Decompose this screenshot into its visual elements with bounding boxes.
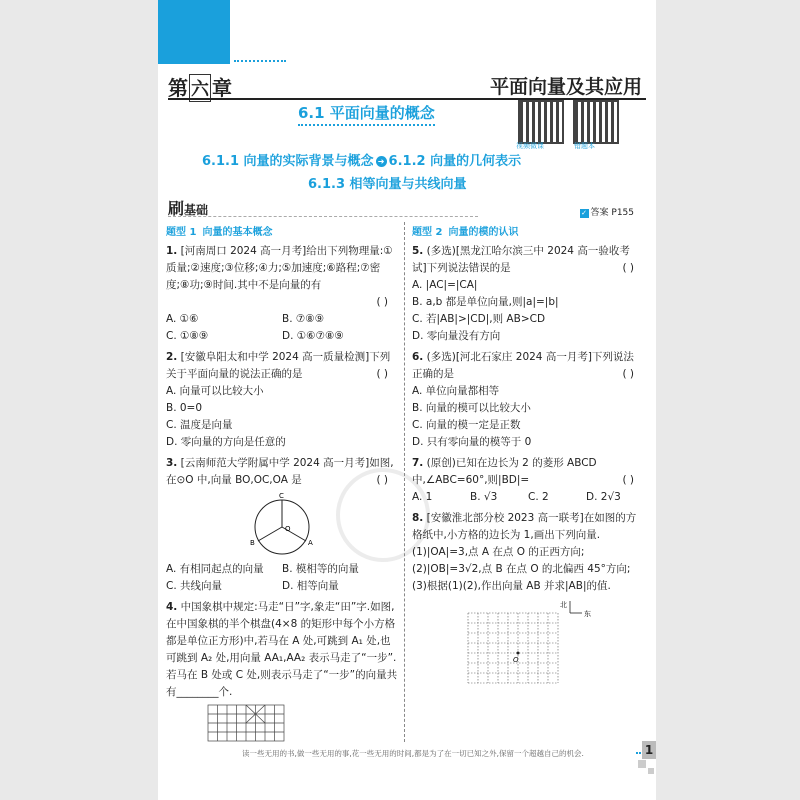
label-o: O [285, 525, 291, 533]
subquestion-2: (2)|OB|=3√2,点 B 在点 O 的北偏西 45°方向; [412, 563, 631, 575]
document-page [158, 0, 656, 800]
question-5 [412, 243, 644, 345]
check-icon: ✓ [581, 209, 587, 217]
option-b: B. 0=0 [166, 402, 203, 414]
question-text: (多选)[黑龙江哈尔滨三中 2024 高一验收考试]下列说法错误的是 [412, 245, 630, 274]
topic-number: 题型 1 [166, 227, 197, 238]
label-o: O [513, 656, 519, 664]
header-dotted-line [234, 60, 286, 62]
option-b: B. √3 [470, 491, 498, 503]
question-number: 8. [412, 512, 424, 524]
question-1 [166, 243, 398, 345]
option-c: C. 向量的模一定是正数 [412, 419, 521, 431]
chessboard-figure [206, 703, 286, 743]
option-c: C. ①⑧⑨ [166, 330, 209, 342]
header-color-bar [158, 0, 230, 64]
subsection-line-1 [202, 150, 521, 169]
option-b: B. a,b 都是单位向量,则|a|=|b| [412, 296, 559, 308]
option-a: A. 单位向量都相等 [412, 385, 500, 397]
option-c: C. 若|AB|>|CD|,则 AB>CD [412, 313, 546, 325]
topic-number: 题型 2 [412, 227, 443, 238]
question-number: 7. [412, 457, 424, 469]
brush-glyph: 刷 [168, 199, 185, 218]
label-east: 东 [584, 610, 591, 618]
options [412, 383, 644, 451]
banner-rule [168, 216, 478, 217]
topic-heading-1 [166, 224, 398, 241]
question-4 [166, 599, 398, 743]
section-title: 6.1 平面向量的概念 [298, 102, 435, 126]
option-b: B. 向量的模可以比较大小 [412, 402, 531, 414]
option-d: D. 2√3 [586, 491, 621, 503]
qr-label-video: 视频微课 [516, 142, 544, 150]
subsection-613: 6.1.3 相等向量与共线向量 [308, 177, 467, 192]
qr-code-video[interactable] [518, 100, 564, 144]
question-number: 6. [412, 351, 424, 363]
answer-paren: ( ) [376, 296, 388, 308]
label-c: C [279, 492, 284, 500]
option-a: A. |AC|=|CA| [412, 279, 478, 291]
question-7 [412, 455, 644, 506]
label-b: B [250, 539, 255, 547]
chapter-prefix: 第 [168, 76, 188, 100]
question-number: 1. [166, 245, 178, 257]
right-column [412, 224, 644, 697]
options [166, 383, 398, 451]
grid-paper-figure [464, 599, 594, 693]
option-d: D. 零向量的方向是任意的 [166, 436, 286, 448]
question-3 [166, 455, 398, 595]
topic-name: 向量的模的认识 [448, 227, 519, 238]
question-number: 3. [166, 457, 178, 469]
option-c: C. 共线向量 [166, 580, 223, 592]
qr-label-mistakes: 错题本 [574, 142, 595, 150]
subsection-611: 6.1.1 向量的实际背景与概念 [202, 154, 374, 169]
left-column [166, 224, 398, 747]
question-number: 5. [412, 245, 424, 257]
chapter-suffix: 章 [212, 76, 232, 100]
subsection-612: 6.1.2 向量的几何表示 [388, 154, 522, 169]
banner-label: 基础 [184, 203, 209, 217]
question-text: [云南师范大学附属中学 2024 高一月考]如图,在⊙O 中,向量 BO,OC,OA 是 [166, 457, 394, 486]
answer-paren: ( ) [376, 474, 388, 486]
label-a: A [308, 539, 313, 547]
option-a: A. 1 [412, 491, 433, 503]
question-text: [安徽阜阳太和中学 2024 高一质量检测]下列关于平面向量的说法正确的是 [166, 351, 391, 380]
option-d: D. 只有零向量的模等于 0 [412, 436, 532, 448]
question-text: [河南周口 2024 高一月考]给出下列物理量:①质量;②速度;③位移;④力;⑤加速度;⑥路程;⑦密度;⑧功;⑨时间.其中不是向量的有 [166, 245, 393, 291]
answer-reference [580, 205, 634, 218]
topic-name: 向量的基本概念 [202, 227, 273, 238]
question-number: 4. [166, 601, 178, 613]
chapter-number: 六 [189, 74, 211, 102]
option-b: B. 模相等的向量 [282, 563, 359, 575]
question-text: 中国象棋中规定:马走“日”字,象走“田”字.如图,在中国象棋的半个棋盘(4×8 的矩形中每个小方格都是单位正方形)中,若马在 A 处,可跳到 A₁ 处,也可跳到 A₂ 处,用向量 AA₁,AA₂ 表示马走了“一步”.若马在 B 处或 C 处,则表示马走了“一步”的向量共有________个. [166, 601, 398, 698]
label-north: 北 [560, 601, 567, 609]
circle-figure [242, 491, 322, 559]
question-2 [166, 349, 398, 451]
options [166, 561, 398, 595]
footer-motto: 读一些无用的书,做一些无用的事,花一些无用的时间,都是为了在一切已知之外,保留一个超越自己的机会. [242, 749, 584, 758]
topic-heading-2 [412, 224, 644, 241]
question-number: 2. [166, 351, 178, 363]
subquestion-1: (1)|OA|=3,点 A 在点 O 的正西方向; [412, 546, 585, 558]
decor-square [638, 760, 646, 768]
column-divider [404, 222, 405, 742]
point-o [517, 652, 520, 655]
question-8 [412, 510, 644, 693]
option-a: A. 向量可以比较大小 [166, 385, 264, 397]
answer-page: 答案 P155 [590, 208, 634, 218]
decor-square [648, 768, 654, 774]
page-number: 1 [642, 741, 656, 759]
subquestion-3: (3)根据(1)(2),作出向量 AB 并求|AB|的值. [412, 580, 611, 592]
option-b: B. ⑦⑧⑨ [282, 313, 325, 325]
answer-paren: ( ) [622, 368, 634, 380]
answer-paren: ( ) [376, 368, 388, 380]
options [412, 489, 644, 506]
question-text: (原创)已知在边长为 2 的菱形 ABCD 中,∠ABC=60°,则|BD|= [412, 457, 597, 486]
qr-code-mistakes[interactable] [573, 100, 619, 144]
option-c: C. 2 [528, 491, 549, 503]
answer-paren: ( ) [622, 262, 634, 274]
options [412, 277, 644, 345]
option-d: D. ①⑥⑦⑧⑨ [282, 330, 344, 342]
question-text: (多选)[河北石家庄 2024 高一月考]下列说法正确的是 [412, 351, 634, 380]
right-arrow-icon: ➜ [376, 156, 387, 167]
chapter-title: 平面向量及其应用 [489, 76, 642, 98]
options [166, 311, 398, 345]
option-a: A. ①⑥ [166, 313, 199, 325]
option-c: C. 温度是向量 [166, 419, 233, 431]
option-d: D. 零向量没有方向 [412, 330, 501, 342]
question-text: [安徽淮北部分校 2023 高一联考]在如图的方格纸中,小方格的边长为 1,画出下列向量. [412, 512, 637, 541]
vector-bo [258, 527, 282, 541]
option-a: A. 有相同起点的向量 [166, 563, 264, 575]
option-d: D. 相等向量 [282, 580, 339, 592]
answer-paren: ( ) [622, 474, 634, 486]
question-6 [412, 349, 644, 451]
